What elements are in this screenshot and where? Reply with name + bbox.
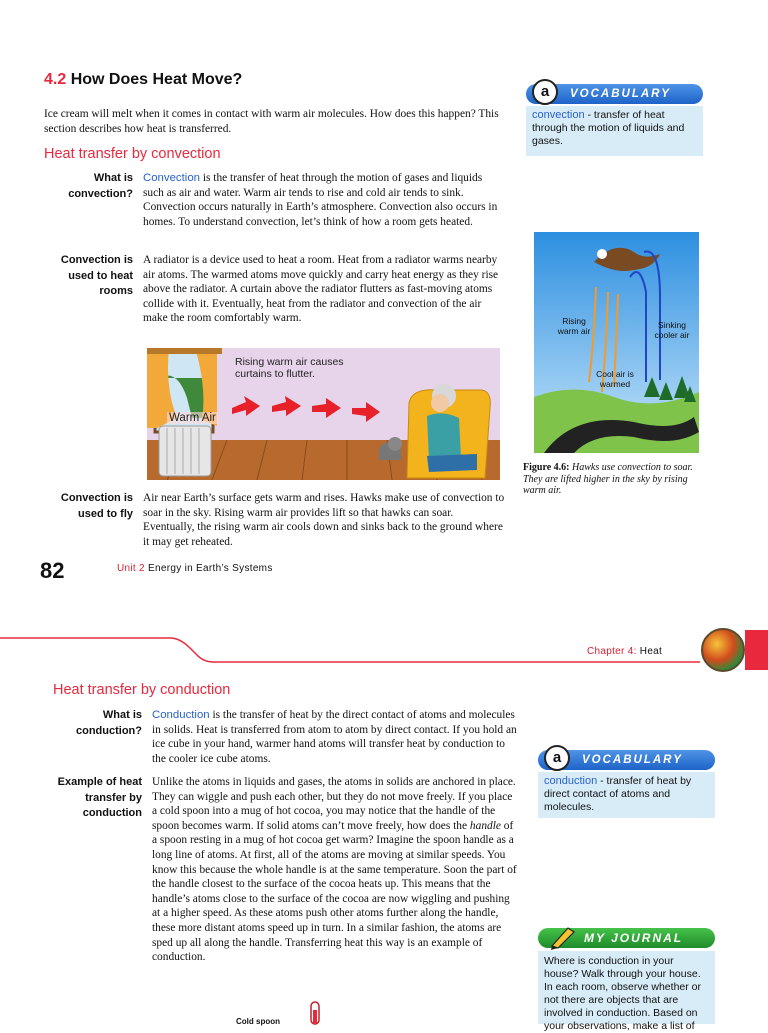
section-title: [44, 71, 242, 89]
room-caption: Rising warm air causes curtains to flutter.: [235, 356, 344, 380]
chapter-number: Chapter 4:: [587, 646, 637, 657]
journal-banner-text: MY JOURNAL: [584, 931, 684, 945]
label-example: Example of heat transfer by conduction: [57, 776, 142, 819]
hawk-figure: [534, 232, 699, 453]
figure-caption-label: Figure 4.6:: [523, 462, 570, 473]
vocabulary-box: [526, 106, 703, 156]
chapter-title: Heat: [639, 646, 663, 657]
example-handle: handle: [469, 819, 501, 832]
unit-label: Unit 2: [117, 563, 145, 574]
example-paragraph: [152, 775, 518, 965]
journal-box: Where is conduction in your house? Walk through your house. In each room, observe whether or not there are objects that are involved in conduction. Based on your observations, make a list of: [538, 951, 715, 1024]
example-text-1: Unlike the atoms in liquids and gases, the atoms in solids are anchored in place. They can wiggle and push each other, but they do not move freely. If you place a cold spoon into a mug of hot cocoa, you may notice that the handle of the spoon becomes warm. If solid atoms can’t move freely, how does the: [152, 776, 516, 832]
section-title-text: How Does Heat Move?: [70, 71, 243, 88]
label-heat-rooms: Convection is used to heat rooms: [60, 254, 133, 297]
hawk-figure-svg: [534, 232, 699, 453]
vocabulary-icon-2: a: [544, 745, 570, 771]
conduction-paragraph: [152, 708, 518, 766]
convection-text: is the transfer of heat through the motion of gases and liquids such as air and water. Warm air tends to rise and cold air tends to sink. Convection occurs naturally in Earth’s atmosphere. Convection also occurs in homes. To understand convection, let’s think of how a room gets heated.: [143, 172, 498, 228]
thermometer-svg: [305, 1000, 325, 1024]
pencil-icon: [548, 924, 578, 950]
heading-conduction: Heat transfer by conduction: [53, 682, 231, 698]
vocabulary-banner: [526, 84, 703, 104]
intro-paragraph: Ice cream will melt when it comes in contact with warm air molecules. How does this happen? This section describes how heat is transferred.: [44, 108, 499, 135]
vocab-term-conduction: conduction: [544, 775, 598, 787]
vocabulary-banner-text-2: VOCABULARY: [582, 754, 683, 766]
label-what-is-convection: What is convection?: [68, 172, 133, 200]
spoon-label: Cold spoon: [236, 1017, 280, 1026]
chapter-label: [587, 646, 662, 657]
label-fly: Convection is used to fly: [60, 492, 133, 520]
figure-caption-text: Hawks use convection to soar. They are lifted higher in the sky by rising warm air.: [523, 462, 693, 496]
label-sinking: Sinking cooler air: [654, 320, 690, 340]
label-what-is-conduction: What is conduction?: [76, 709, 142, 737]
vocab-definition-2: - transfer of heat by direct contact of atoms and molecules.: [544, 775, 692, 813]
journal-banner: [538, 928, 715, 948]
room-illustration: [147, 348, 500, 480]
heading-convection: Heat transfer by convection: [44, 146, 221, 162]
example-text-2: of a spoon resting in a mug of hot cocoa get warm? Imagine the spoon handle as a long line of atoms. At first, all of the atoms are moving at similar speeds. You know this because the whole handle is at the same temperature. Soon the part of the handle closest to the surface of the cocoa heats up. This means that the handle’s atoms close to the surface of the cocoa are now wiggling and pushing at a higher speed. As these atoms push other atoms further along the handle, these more distant atoms speed up in turn. In a similar fashion, the atoms are sped up all along the handle. Transferring heat this way is an example of conduction.: [152, 819, 517, 964]
unit-title: Energy in Earth’s Systems: [148, 563, 273, 574]
vocab-definition: - transfer of heat through the motion of liquids and gases.: [532, 109, 685, 147]
vocabulary-banner-text: VOCABULARY: [570, 88, 671, 100]
warm-air-label: Warm Air: [169, 412, 216, 424]
convection-paragraph: [143, 171, 505, 229]
figure-caption: [523, 462, 708, 497]
fly-paragraph: Air near Earth’s surface gets warm and rises. Hawks make use of convection to soar in the sky. Rising warm air provides lift so that hawks can soar. Eventually, the rising warm air cools down and sinks back to the ground where it may get reheated.: [143, 492, 505, 548]
convection-term: Convection: [143, 172, 200, 184]
conduction-term: Conduction: [152, 709, 210, 721]
conduction-text: is the transfer of heat by the direct contact of atoms and molecules in solids. Heat is transferred from atom to atom by direct contact. If you hold an ice cube in your hand, warmer hand atoms will transfer heat by conduction to the cooler ice cube atoms.: [152, 709, 517, 765]
page-number: 82: [40, 558, 65, 583]
vocabulary-box-2: [538, 772, 715, 818]
rooms-paragraph: A radiator is a device used to heat a room. Heat from a radiator warms nearby air atoms. The warmed atoms move quickly and carry heat energy as they rise above the radiator. A curtain above the radiator flutters as fast-moving atoms collide with it. Eventually, heat from the radiator and convection of the air make the room comfortably warm.: [143, 254, 499, 325]
label-cool-air: Cool air is warmed: [596, 369, 634, 389]
label-rising: Rising warm air: [557, 316, 591, 336]
footer-unit: [117, 563, 273, 574]
thermometer-illustration: [305, 1000, 325, 1024]
globe-icon: [701, 628, 745, 672]
vocab-term-convection: convection: [532, 109, 585, 121]
vocabulary-icon: a: [532, 79, 558, 105]
vocabulary-banner-2: [538, 750, 715, 770]
section-number: 4.2: [44, 71, 67, 88]
